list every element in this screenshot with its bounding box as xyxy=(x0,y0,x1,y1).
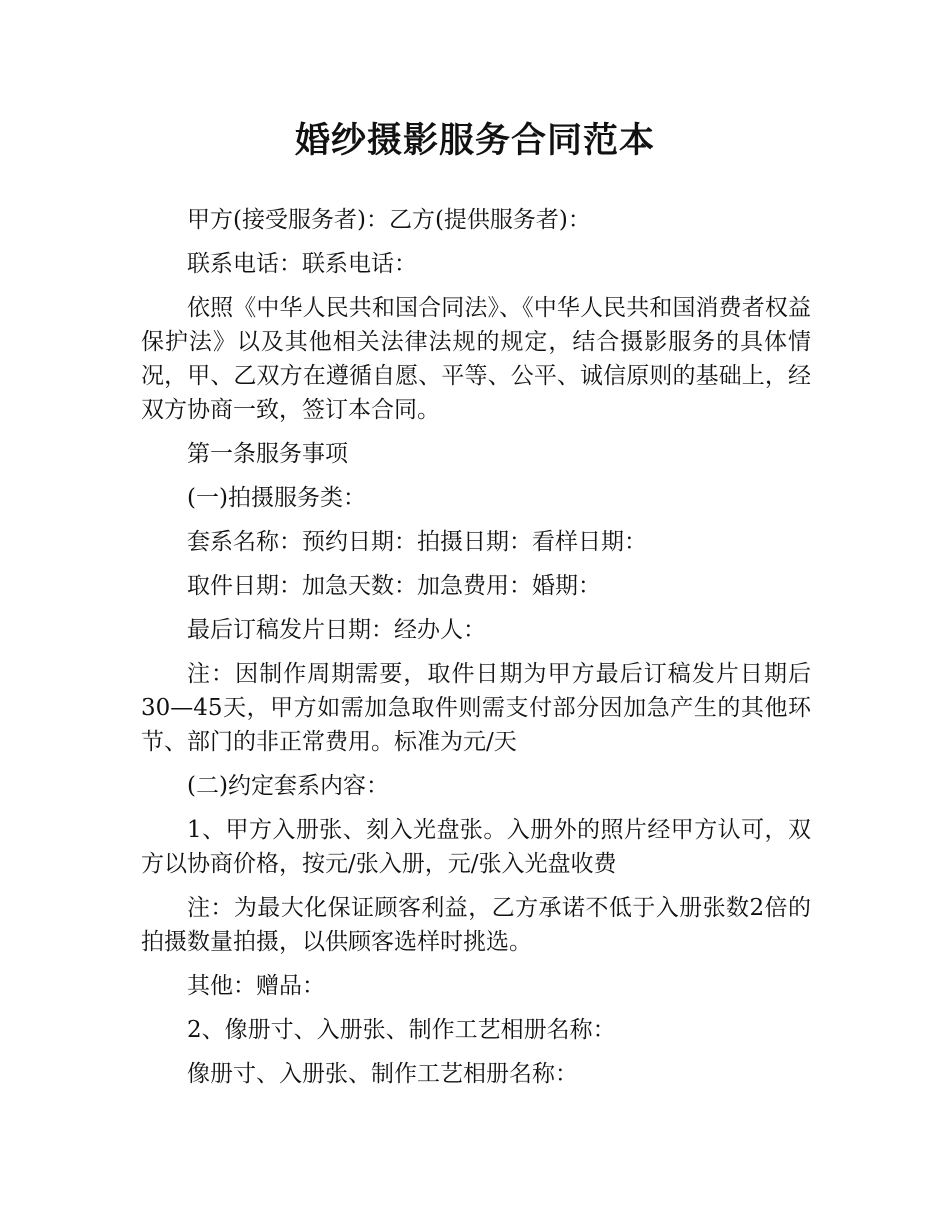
document-body xyxy=(141,203,811,1101)
paragraph-final-date: 最后订稿发片日期：经办人： xyxy=(187,617,486,643)
paragraph-parties: 甲方(接受服务者)：乙方(提供服务者)： xyxy=(187,207,591,233)
paragraph-gifts: 其他：赠品： xyxy=(187,973,325,999)
paragraph-preamble: 依照《中华人民共和国合同法》、《中华人民共和国消费者权益保护法》以及其他相关法律法规的规定，结合摄影服务的具体情况，甲、乙双方在遵循自愿、平等、公平、诚信原则的基础上，经双方协商一致，签订本合同。 xyxy=(141,295,811,423)
paragraph-contact: 联系电话：联系电话： xyxy=(187,251,417,277)
paragraph-note-pickup: 注：因制作周期需要，取件日期为甲方最后订稿发片日期后30—45天，甲方如需加急取件则需支付部分因加急产生的其他环节、部门的非正常费用。标准为元/天 xyxy=(141,661,811,755)
paragraph-item-two: 2、像册寸、入册张、制作工艺相册名称： xyxy=(187,1017,616,1043)
paragraph-item-one: 1、甲方入册张、刻入光盘张。入册外的照片经甲方认可，双方以协商价格，按元/张入册，元/张入光盘收费 xyxy=(141,817,811,877)
document-title: 婚纱摄影服务合同范本 xyxy=(294,121,655,161)
paragraph-section-package: (二)约定套系内容： xyxy=(187,773,389,799)
paragraph-package-dates: 套系名称：预约日期：拍摄日期：看样日期： xyxy=(187,529,647,555)
paragraph-album-spec: 像册寸、入册张、制作工艺相册名称： xyxy=(187,1061,578,1087)
paragraph-pickup-details: 取件日期：加急天数：加急费用：婚期： xyxy=(187,573,601,599)
paragraph-article-one-heading: 第一条服务事项 xyxy=(187,441,348,467)
paragraph-note-quantity: 注：为最大化保证顾客利益，乙方承诺不低于入册张数2倍的拍摄数量拍摄，以供顾客选样时挑选。 xyxy=(141,895,811,955)
paragraph-section-shooting: (一)拍摄服务类： xyxy=(187,485,366,511)
